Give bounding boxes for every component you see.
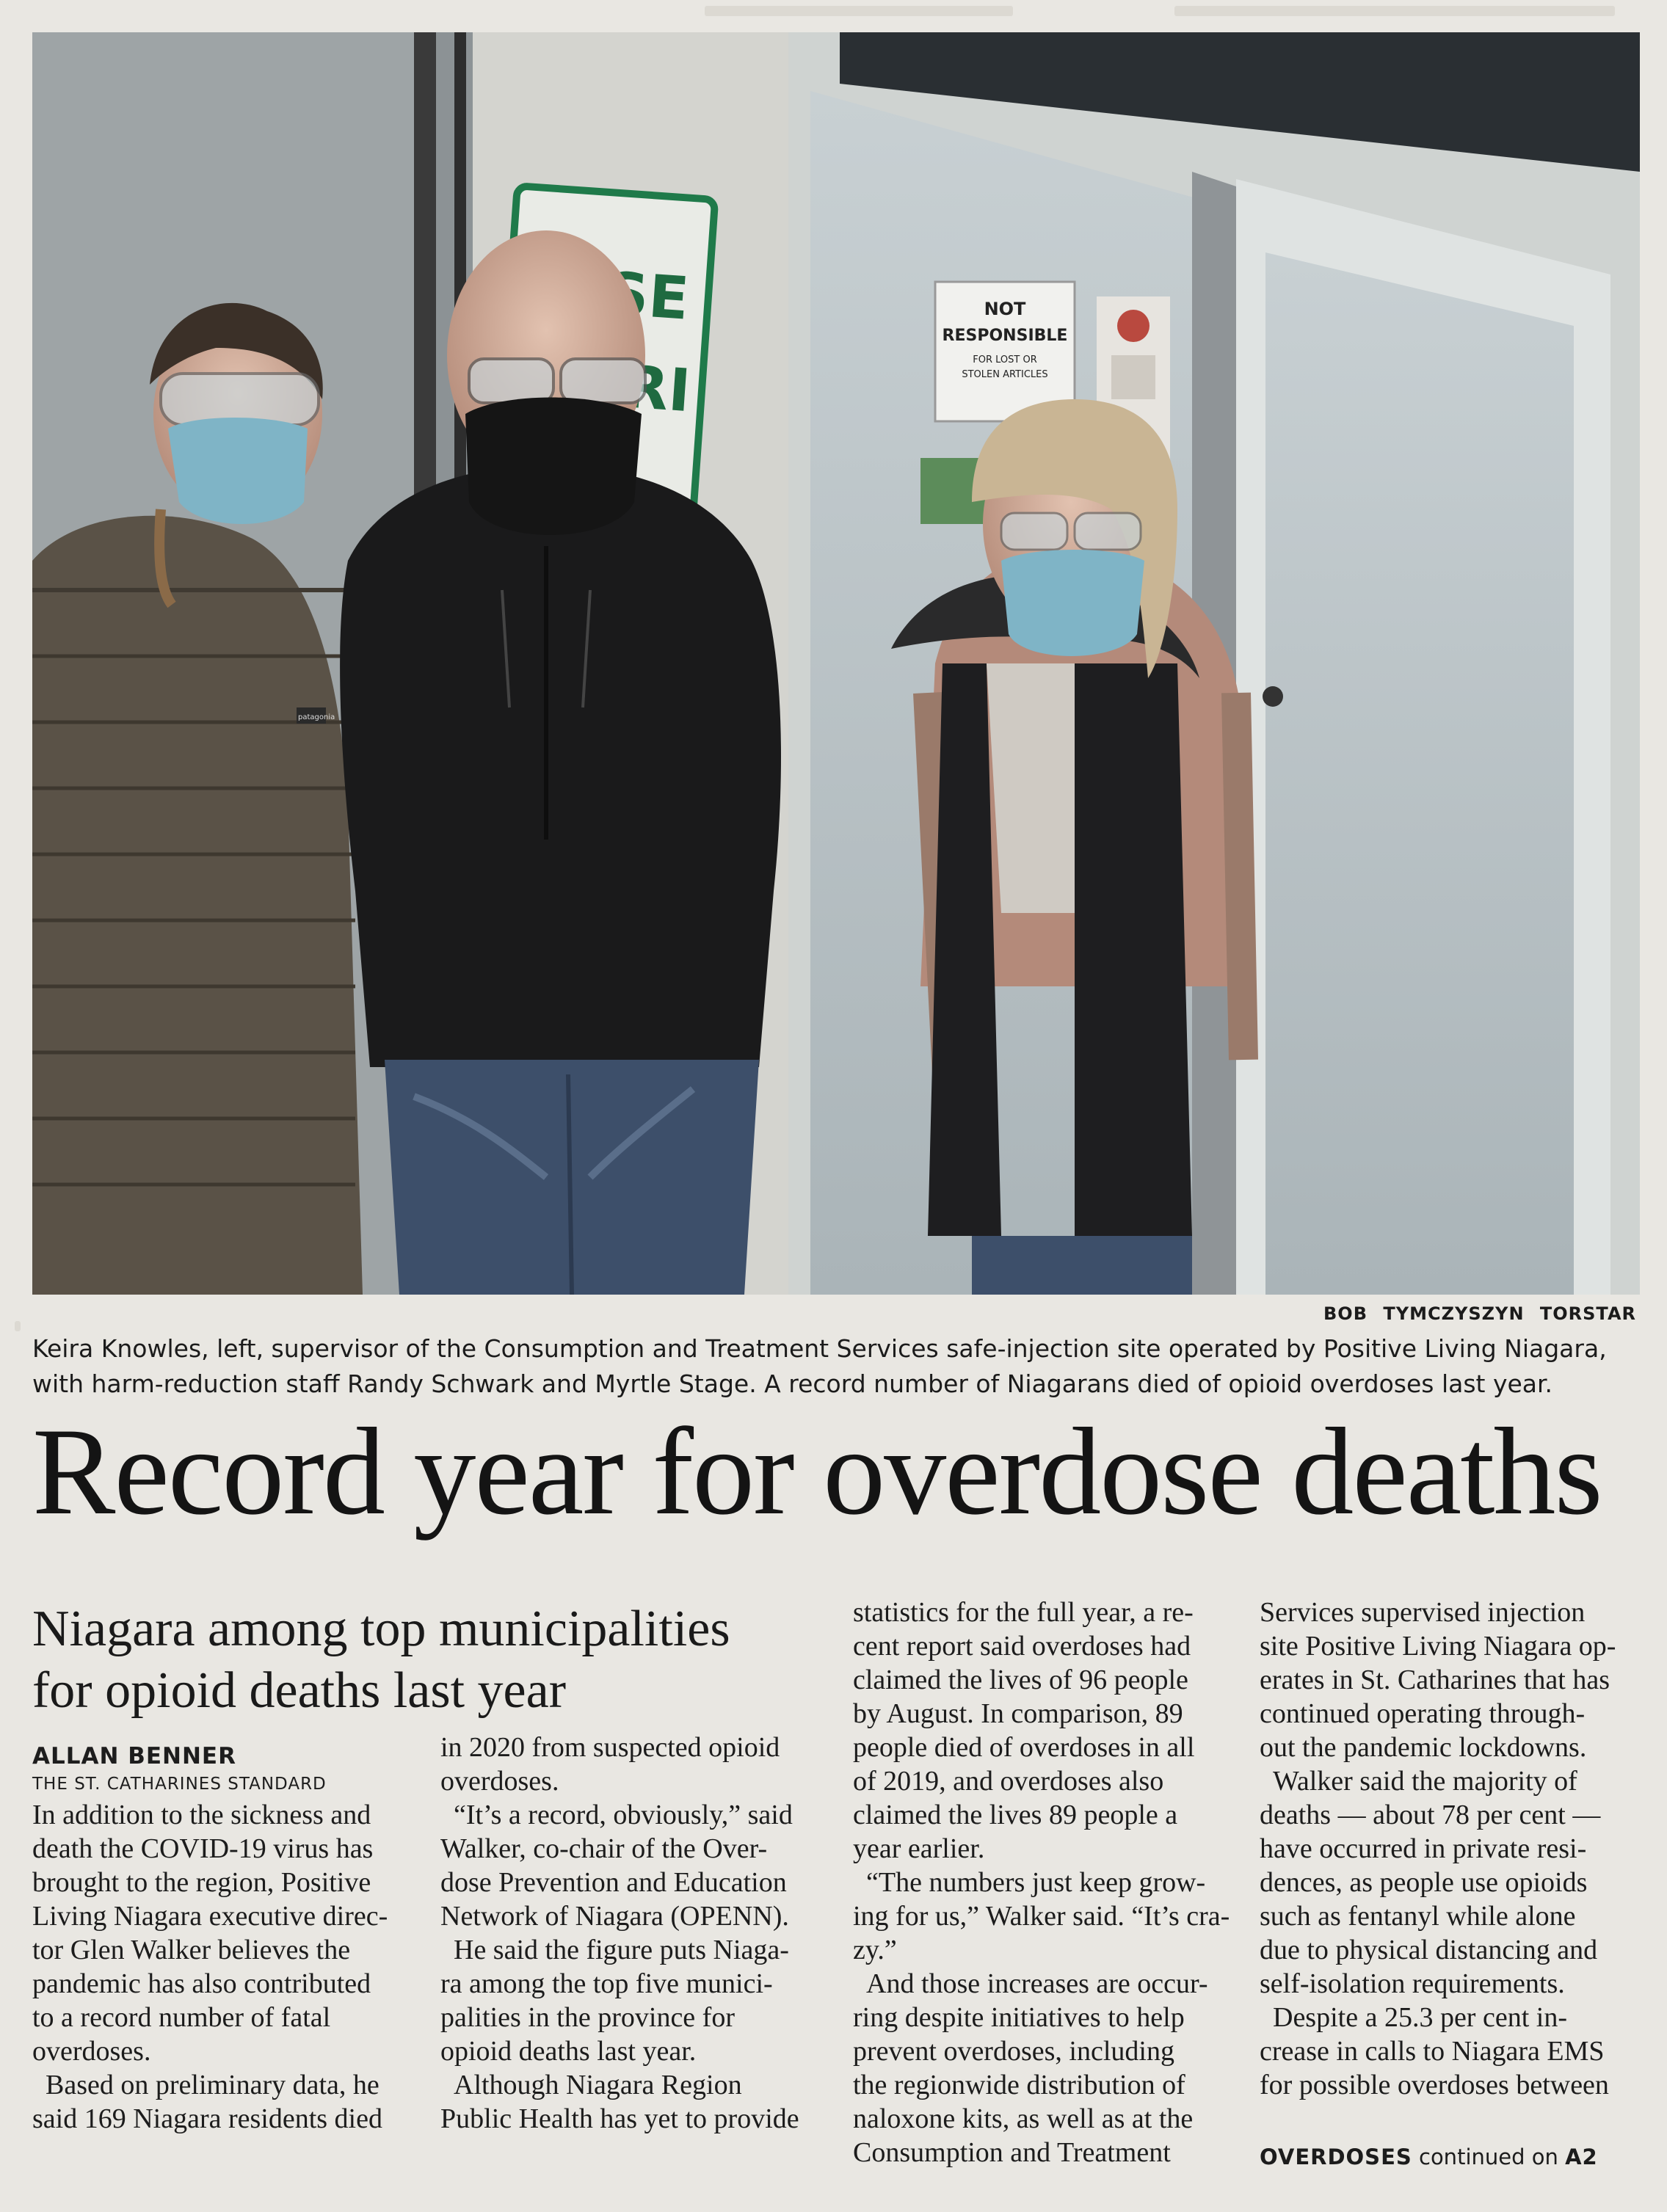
article-line: continued operating through- bbox=[1260, 1698, 1586, 1729]
article-line: in 2020 from suspected opioid bbox=[440, 1732, 780, 1763]
article-line: “The numbers just keep grow- bbox=[866, 1867, 1206, 1898]
notice-line1: NOT bbox=[984, 299, 1026, 319]
news-photo bbox=[32, 32, 1640, 1295]
article-line: death the COVID-19 virus has bbox=[32, 1833, 374, 1864]
byline-outlet: THE ST. CATHARINES STANDARD bbox=[32, 1775, 327, 1794]
article-line: claimed the lives of 96 people bbox=[853, 1665, 1188, 1695]
article-line: Network of Niagara (OPENN). bbox=[440, 1901, 789, 1932]
article-line: erates in St. Catharines that has bbox=[1260, 1665, 1610, 1695]
photographer-name: BOB TYMCZYSZYN bbox=[1323, 1303, 1525, 1324]
caption-line: with harm-reduction staff Randy Schwark and Myrtle Stage. A record number of Niagarans died of opioid overdoses last year. bbox=[32, 1369, 1553, 1398]
article-line: prevent overdoses, including bbox=[853, 2036, 1174, 2067]
article-line: And those increases are occur- bbox=[866, 1968, 1208, 1999]
article-line: Based on preliminary data, he bbox=[46, 2070, 379, 2100]
article-line: overdoses. bbox=[32, 2036, 151, 2067]
article-line: to a record number of fatal bbox=[32, 2002, 331, 2033]
article-line: naloxone kits, as well as at the bbox=[853, 2103, 1194, 2134]
notice-line2: RESPONSIBLE bbox=[942, 327, 1068, 345]
jump-page: A2 bbox=[1565, 2144, 1598, 2169]
notice-line4: STOLEN ARTICLES bbox=[962, 369, 1048, 380]
article-line: Consumption and Treatment bbox=[853, 2137, 1171, 2168]
jump-keyword: OVERDOSES bbox=[1260, 2144, 1412, 2169]
article-line: tor Glen Walker believes the bbox=[32, 1935, 351, 1965]
article-line: deaths — about 78 per cent — bbox=[1260, 1800, 1601, 1830]
article-line: said 169 Niagara residents died bbox=[32, 2103, 382, 2134]
notice-line3: FOR LOST OR bbox=[973, 354, 1037, 365]
article-line: Walker, co-chair of the Over- bbox=[440, 1833, 768, 1864]
subheadline-line: for opioid deaths last year bbox=[32, 1662, 567, 1719]
article-line: ring despite initiatives to help bbox=[853, 2002, 1185, 2033]
article-line: overdoses. bbox=[440, 1766, 559, 1797]
article-line: such as fentanyl while alone bbox=[1260, 1901, 1576, 1932]
article-line: site Positive Living Niagara op- bbox=[1260, 1631, 1616, 1662]
subheadline bbox=[32, 1598, 847, 1722]
article-line: zy.” bbox=[853, 1935, 897, 1965]
article-line: Public Health has yet to provide bbox=[440, 2103, 799, 2134]
article-column-4 bbox=[1260, 1596, 1641, 2102]
article-line: people died of overdoses in all bbox=[853, 1732, 1195, 1763]
article-line: opioid deaths last year. bbox=[440, 2036, 697, 2067]
article-line: out the pandemic lockdowns. bbox=[1260, 1732, 1587, 1763]
article-line: ra among the top five munici- bbox=[440, 1968, 773, 1999]
article-line: He said the figure puts Niaga- bbox=[454, 1935, 789, 1965]
article-line: brought to the region, Positive bbox=[32, 1867, 371, 1898]
article-line: for possible overdoses between bbox=[1260, 2070, 1609, 2100]
article-line: Living Niagara executive direc- bbox=[32, 1901, 388, 1932]
jacket-tag: patagonia bbox=[298, 713, 335, 721]
photo-caption bbox=[32, 1331, 1647, 1402]
article-line: have occurred in private resi- bbox=[1260, 1833, 1587, 1864]
article-line: palities in the province for bbox=[440, 2002, 735, 2033]
subheadline-line: Niagara among top municipalities bbox=[32, 1601, 730, 1657]
article-line: Walker said the majority of bbox=[1273, 1766, 1577, 1797]
article-line: the regionwide distribution of bbox=[853, 2070, 1185, 2100]
article-column-2 bbox=[440, 1731, 822, 2136]
article-line: cent report said overdoses had bbox=[853, 1631, 1191, 1662]
article-column-1 bbox=[32, 1798, 414, 2136]
article-line: pandemic has also contributed bbox=[32, 1968, 371, 1999]
article-line: In addition to the sickness and bbox=[32, 1800, 371, 1830]
caption-line: Keira Knowles, left, supervisor of the Consumption and Treatment Services safe-injection site operated by Positive Living Niagara, bbox=[32, 1334, 1607, 1363]
article-line: dences, as people use opioids bbox=[1260, 1867, 1588, 1898]
article-line: statistics for the full year, a re- bbox=[853, 1597, 1194, 1628]
article-line: dose Prevention and Education bbox=[440, 1867, 787, 1898]
article-column-3 bbox=[853, 1596, 1235, 2169]
headline: Record year for overdose deaths bbox=[32, 1402, 1602, 1540]
article-line: of 2019, and overdoses also bbox=[853, 1766, 1164, 1797]
continued-line bbox=[1260, 2144, 1598, 2169]
byline-author: ALLAN BENNER bbox=[32, 1743, 236, 1769]
article-line: “It’s a record, obviously,” said bbox=[454, 1800, 793, 1830]
article-line: Services supervised injection bbox=[1260, 1597, 1586, 1628]
jump-text: continued on bbox=[1419, 2144, 1558, 2169]
article-line: ing for us,” Walker said. “It’s cra- bbox=[853, 1901, 1230, 1932]
article-line: crease in calls to Niagara EMS bbox=[1260, 2036, 1605, 2067]
article-line: year earlier. bbox=[853, 1833, 985, 1864]
article-line: claimed the lives 89 people a bbox=[853, 1800, 1178, 1830]
article-line: self-isolation requirements. bbox=[1260, 1968, 1565, 1999]
article-line: due to physical distancing and bbox=[1260, 1935, 1598, 1965]
article-line: by August. In comparison, 89 bbox=[853, 1698, 1183, 1729]
photo-agency: TORSTAR bbox=[1539, 1303, 1636, 1324]
article-line: Despite a 25.3 per cent in- bbox=[1273, 2002, 1567, 2033]
article-line: Although Niagara Region bbox=[454, 2070, 742, 2100]
photo-credit bbox=[1323, 1303, 1636, 1324]
